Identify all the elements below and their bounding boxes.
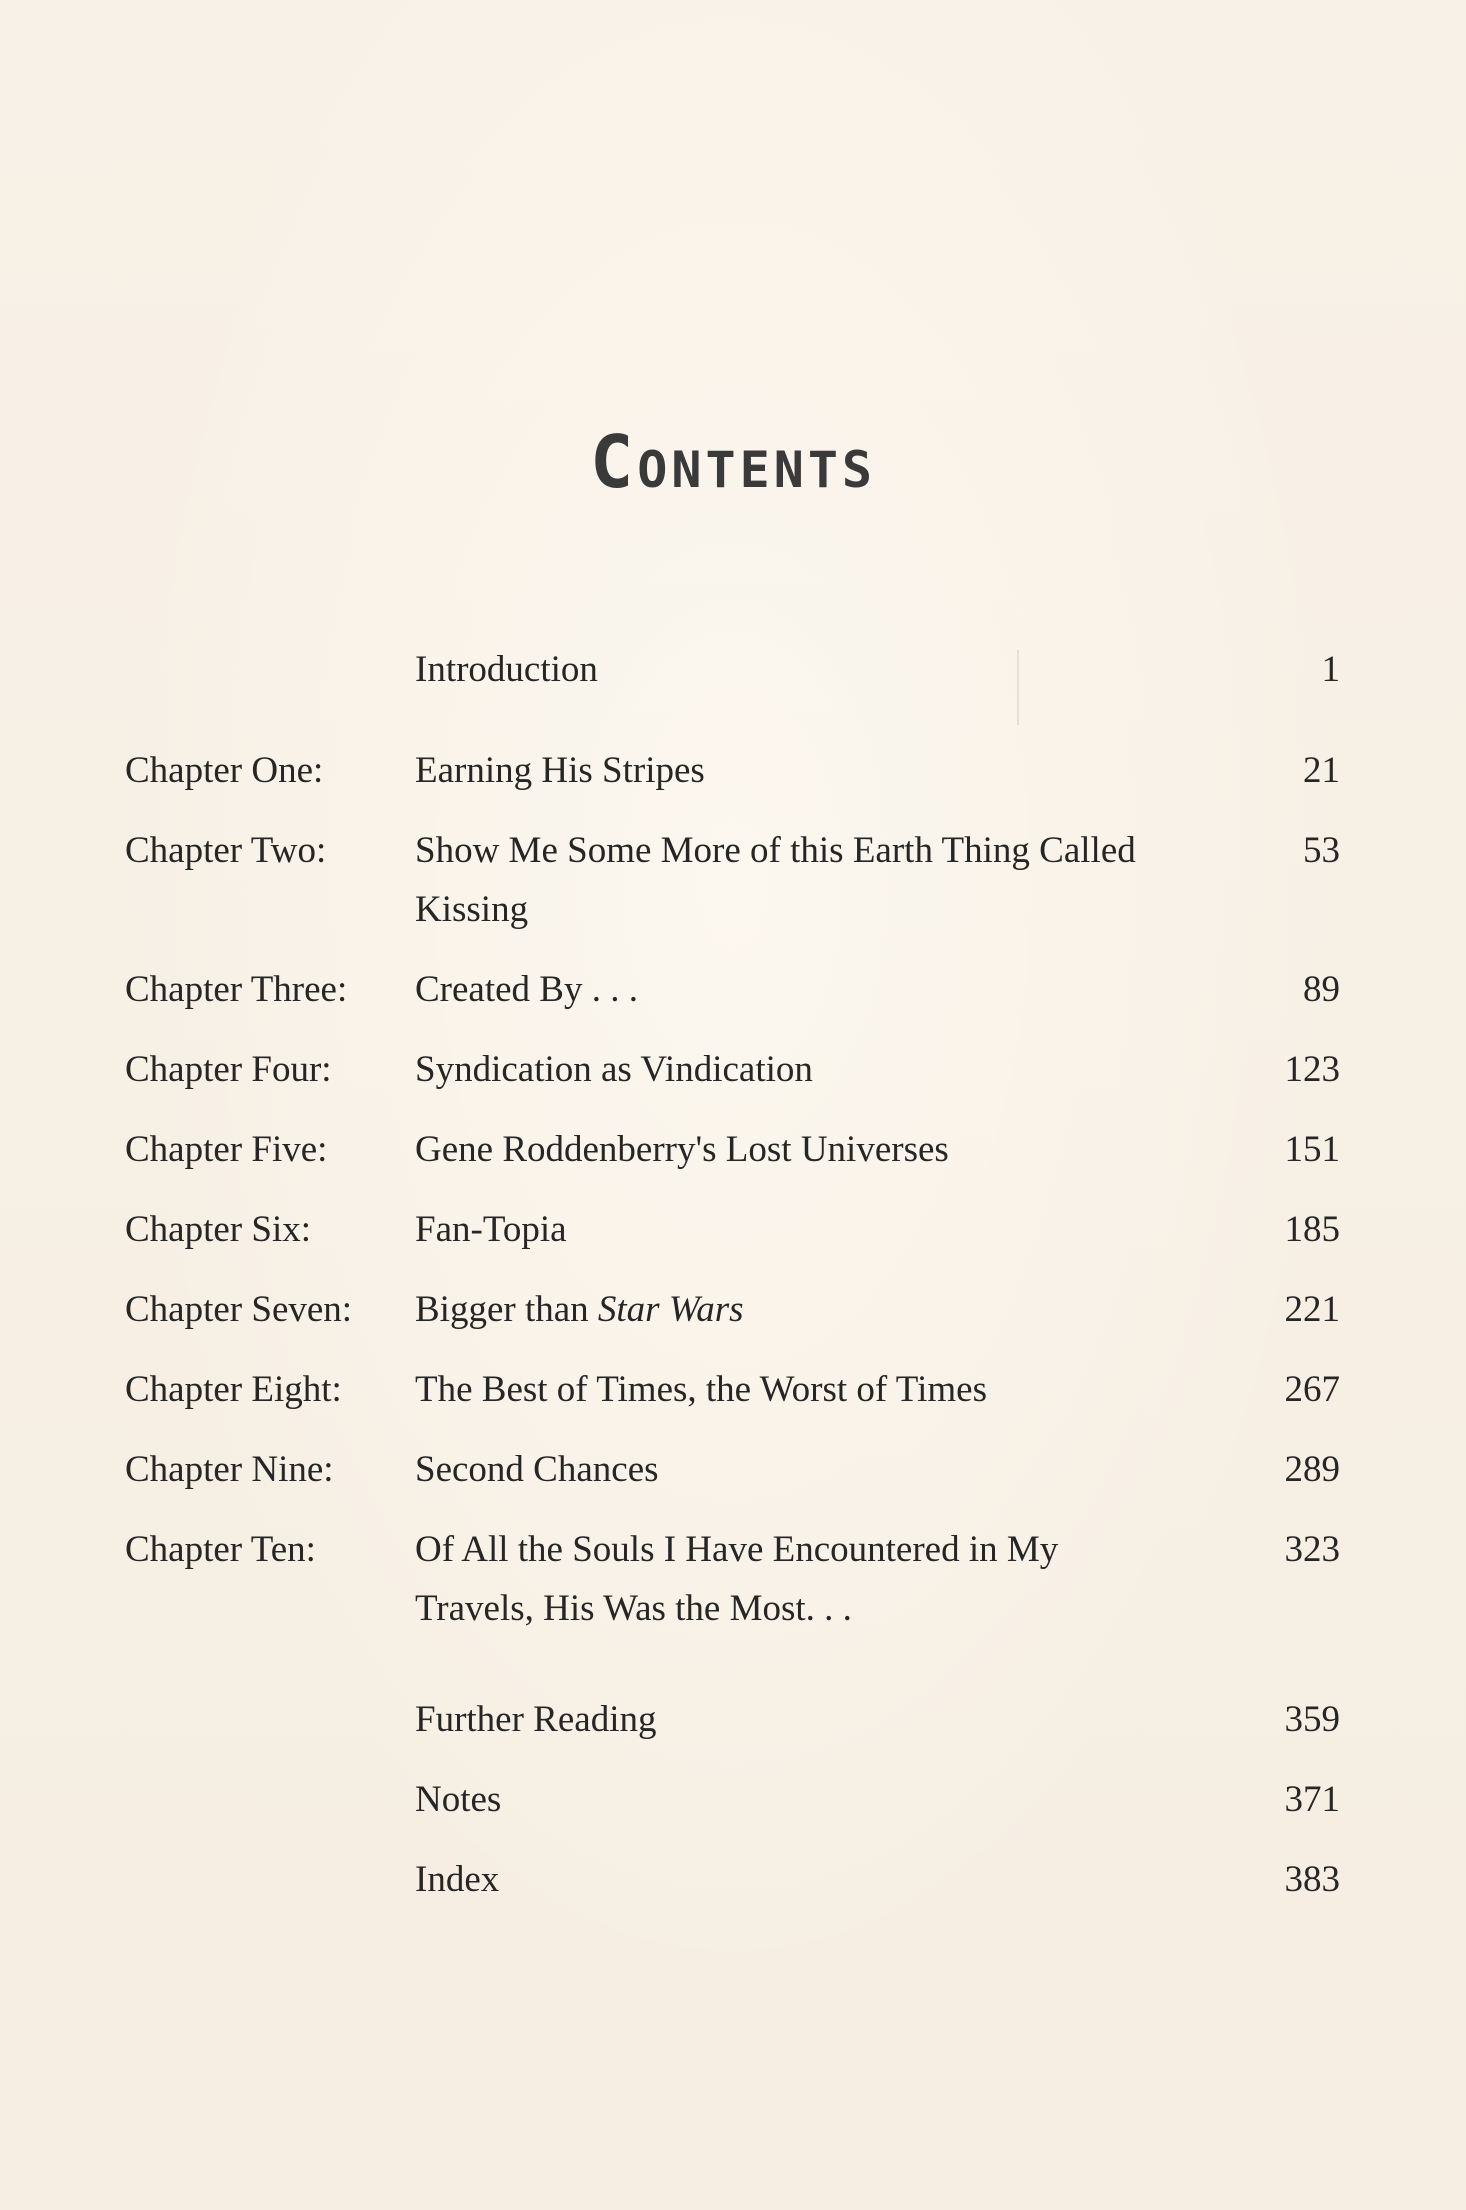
- toc-entry-chapter-two: [125, 821, 1340, 939]
- toc-entry-page: 53: [1303, 830, 1340, 871]
- toc-entry-label: Chapter One:: [125, 750, 324, 791]
- toc-entry-label: Chapter Five:: [125, 1129, 328, 1170]
- toc-entry-title: Syndication as Vindication: [415, 1049, 813, 1090]
- toc-entry-title: Index: [415, 1859, 500, 1900]
- toc-entry-title: The Best of Times, the Worst of Times: [415, 1369, 987, 1410]
- toc-entry-title: Further Reading: [415, 1699, 657, 1740]
- toc-entry-chapter-ten: [125, 1520, 1340, 1638]
- toc-entry-title-prefix: Bigger than: [415, 1289, 598, 1330]
- toc-entry-title: Fan-Topia: [415, 1209, 567, 1250]
- toc-entry-title: [415, 1280, 1145, 1339]
- toc-entry-title: Created By . . .: [415, 969, 638, 1010]
- toc-entry-page: 371: [1284, 1779, 1340, 1820]
- toc-entry-label: Chapter Two:: [125, 830, 327, 871]
- toc-entry-label: Chapter Three:: [125, 969, 348, 1010]
- toc-entry-title: Introduction: [415, 649, 598, 690]
- toc-entry-label: Chapter Ten:: [125, 1529, 316, 1570]
- toc-entry-page: 359: [1284, 1699, 1340, 1740]
- toc-entry-label: Chapter Nine:: [125, 1449, 334, 1490]
- toc-entry-page: 123: [1284, 1049, 1340, 1090]
- toc-entry-title: Notes: [415, 1779, 502, 1820]
- toc-entry-page: 267: [1284, 1369, 1340, 1410]
- toc-entry-label: Chapter Four:: [125, 1049, 332, 1090]
- toc-entry-label: Chapter Eight:: [125, 1369, 342, 1410]
- toc-entry-chapter-four: [125, 1040, 1340, 1099]
- toc-entry-label: Chapter Seven:: [125, 1289, 353, 1330]
- toc-entry-chapter-three: [125, 960, 1340, 1019]
- toc-entry-chapter-nine: [125, 1440, 1340, 1499]
- toc-entry-title: Show Me Some More of this Earth Thing Called Kissing: [415, 830, 1136, 930]
- toc-entry-page: 221: [1284, 1289, 1340, 1330]
- toc-entry-chapter-eight: [125, 1360, 1340, 1419]
- toc-entry-chapter-six: [125, 1200, 1340, 1259]
- page-title: Contents: [589, 420, 877, 504]
- toc-entry-page: 1: [1321, 649, 1340, 690]
- toc-entry-title: Earning His Stripes: [415, 750, 705, 791]
- toc-entry-title: Gene Roddenberry's Lost Universes: [415, 1129, 949, 1170]
- toc-entry-notes: [125, 1770, 1340, 1829]
- toc-entry-page: 151: [1284, 1129, 1340, 1170]
- toc-entry-label: Chapter Six:: [125, 1209, 312, 1250]
- table-of-contents: [125, 640, 1340, 1909]
- toc-entry-further-reading: [125, 1690, 1340, 1749]
- toc-entry-chapter-five: [125, 1120, 1340, 1179]
- toc-entry-chapter-one: [125, 741, 1340, 800]
- toc-entry-page: 185: [1284, 1209, 1340, 1250]
- toc-entry-page: 289: [1284, 1449, 1340, 1490]
- toc-entry-page: 21: [1303, 750, 1340, 791]
- toc-entry-title: Of All the Souls I Have Encountered in My Travels, His Was the Most. . .: [415, 1529, 1059, 1629]
- toc-entry-index: [125, 1850, 1340, 1909]
- toc-entry-title-italic: Star Wars: [597, 1289, 744, 1330]
- toc-entry-page: 383: [1284, 1859, 1340, 1900]
- toc-entry-chapter-seven: [125, 1280, 1340, 1339]
- toc-entry-page: 323: [1284, 1529, 1340, 1570]
- toc-entry-title: Second Chances: [415, 1449, 659, 1490]
- toc-entry-introduction: [125, 640, 1340, 699]
- toc-entry-page: 89: [1303, 969, 1340, 1010]
